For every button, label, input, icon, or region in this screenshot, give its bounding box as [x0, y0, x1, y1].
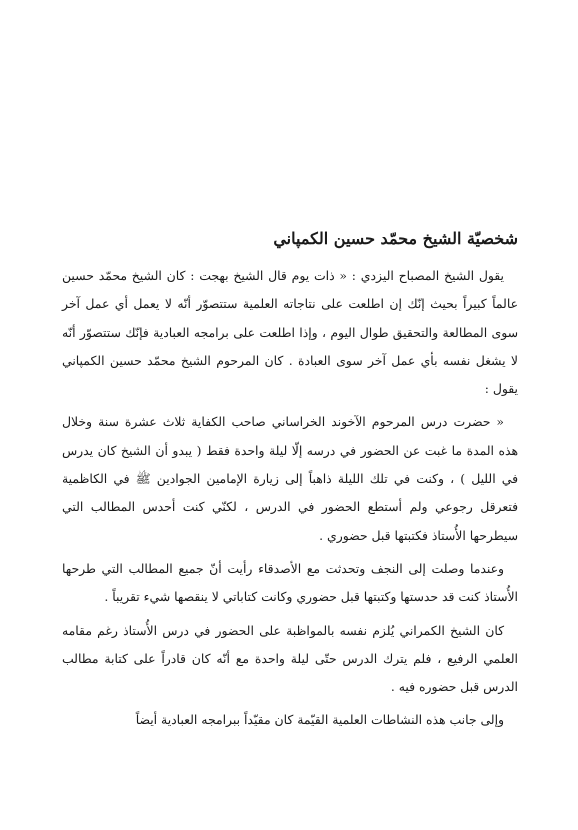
book-page [62, 228, 518, 740]
paragraph-4: كان الشيخ الكمراني يُلزم نفسه بالمواظبة على الحضور في درس الأُستاذ رغم مقامه العلمي الرفيع ، فلم يترك الدرس حتّى ليلة واحدة مع أنّه كان قادراً على كتابة مطالب الدرس قبل حضوره فيه . [62, 622, 518, 695]
paragraph-1: يقول الشيخ المصباح اليزدي : « ذات يوم قال الشيخ بهجت : كان الشيخ محمّد حسين عالماً كبيراً بحيث إنّك إن اطلعت على نتاجاته العلمية ستتصوّر أنّه لا يعمل أي عمل آخر سوى المطالعة والتحقيق طوال اليوم ، وإذا اطلعت على برامجه العبادية فإنّك ستتصوّر أنّه لا يشغل نفسه بأي عمل آخر سوى العبادة . كان المرحوم الشيخ محمّد حسين الكمپاني يقول : [62, 268, 518, 397]
paragraph-2: « حضرت درس المرحوم الآخوند الخراساني صاحب الكفاية ثلاث عشرة سنة وخلال هذه المدة ما غبت عن الحضور في درسه إلّا ليلة واحدة فقط ( يبدو أن الشيخ كان يدرس في الليل ) ، وكنت في تلك الليلة ذاهباً إلى زيارة الإمامين الجوادين ﷺ في الكاظمية فتعرقل رجوعي ولم أستطع الحضور في الدرس ، لكنّي كنت أحدس المطالب التي سيطرحها الأُستاذ فكتبتها قبل حضوري . [62, 414, 518, 543]
section-heading: شخصيّة الشيخ محمّد حسين الكمپاني [273, 229, 518, 248]
paragraph-3: وعندما وصلت إلى النجف وتحدثت مع الأصدقاء رأيت أنّ جميع المطالب التي طرحها الأُستاذ كنت قد حدستها وكتبتها قبل حضوري وكانت كتاباتي لا ينقصها شيء تقريباً . [62, 560, 518, 605]
paragraph-5: وإلى جانب هذه النشاطات العلمية القيّمة كان مقيّداً ببرامجه العبادية أيضاً [135, 712, 504, 728]
